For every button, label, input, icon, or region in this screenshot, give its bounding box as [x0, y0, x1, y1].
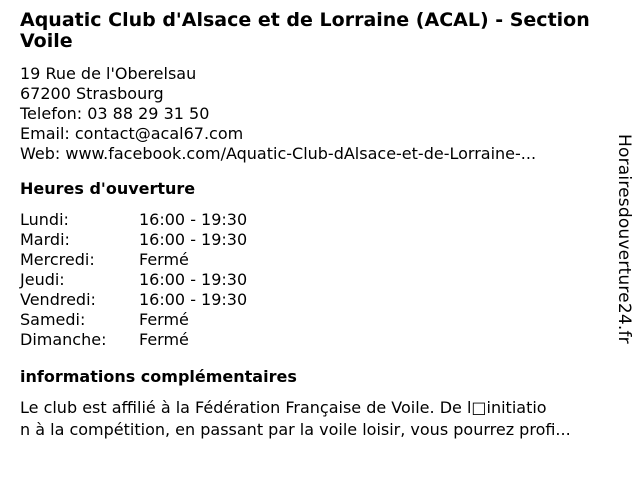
day-label: Mercredi:	[20, 250, 95, 269]
opening-hours-heading: Heures d'ouverture	[20, 179, 196, 198]
business-card	[20, 10, 620, 441]
info-line: n à la compétition, en passant par la voile loisir, vous pourrez profi...	[20, 420, 571, 439]
day-label: Jeudi:	[20, 270, 65, 289]
additional-info-heading: informations complémentaires	[20, 367, 297, 386]
hours-value: 16:00 - 19:30	[139, 270, 248, 289]
hours-row-friday	[20, 290, 620, 310]
additional-info-text	[20, 397, 620, 441]
street-address: 19 Rue de l'Oberelsau	[20, 64, 197, 83]
website-address: Web: www.facebook.com/Aquatic-Club-dAlsace-et-de-Lorraine-...	[20, 144, 537, 163]
day-label: Lundi:	[20, 210, 69, 229]
hours-value: Fermé	[139, 310, 189, 329]
day-label: Samedi:	[20, 310, 86, 329]
phone-number: Telefon: 03 88 29 31 50	[20, 104, 210, 123]
day-label: Mardi:	[20, 230, 70, 249]
watermark-text: Horairesdouverture24.fr	[614, 134, 634, 344]
email-address: Email: contact@acal67.com	[20, 124, 244, 143]
hours-value: 16:00 - 19:30	[139, 290, 248, 309]
contact-details	[20, 64, 620, 164]
hours-row-saturday	[20, 310, 620, 330]
hours-value: 16:00 - 19:30	[139, 230, 248, 249]
postal-city: 67200 Strasbourg	[20, 84, 164, 103]
hours-value: 16:00 - 19:30	[139, 210, 248, 229]
hours-value: Fermé	[139, 250, 189, 269]
day-label: Vendredi:	[20, 290, 96, 309]
hours-row-tuesday	[20, 230, 620, 250]
day-label: Dimanche:	[20, 330, 107, 349]
opening-hours-table	[20, 210, 620, 350]
hours-row-wednesday	[20, 250, 620, 270]
info-line: Le club est affilié à la Fédération Française de Voile. De l□initiatio	[20, 398, 547, 417]
site-watermark	[612, 134, 636, 344]
hours-value: Fermé	[139, 330, 189, 349]
hours-row-thursday	[20, 270, 620, 290]
hours-row-sunday	[20, 330, 620, 350]
business-title: Aquatic Club d'Alsace et de Lorraine (ACAL) - Section Voile	[20, 9, 590, 52]
hours-row-monday	[20, 210, 620, 230]
